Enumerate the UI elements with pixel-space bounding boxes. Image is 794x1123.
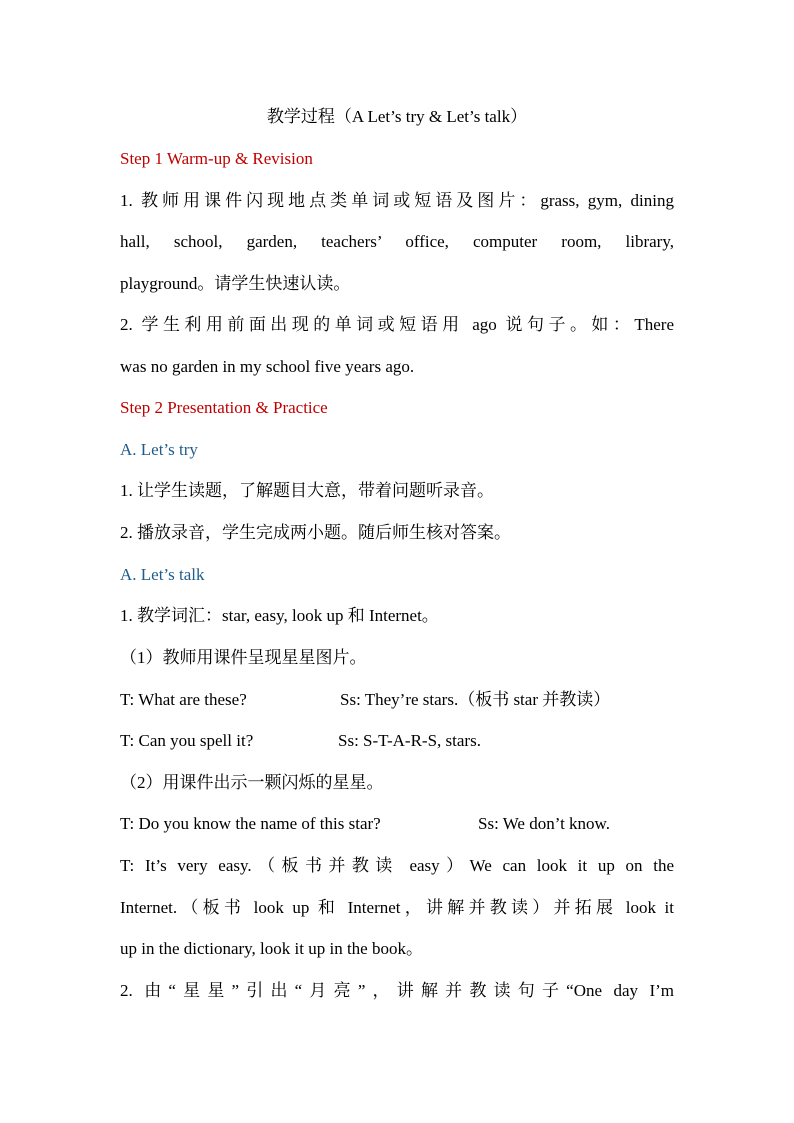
teacher-line: T: Do you know the name of this star? bbox=[120, 814, 381, 833]
page-title: 教学过程（A Let’s try & Let’s talk） bbox=[266, 107, 528, 126]
student-line: Ss: We don’t know. bbox=[478, 814, 610, 833]
dialogue-line bbox=[120, 813, 674, 835]
list-item: 2. 播放录音，学生完成两小题。随后师生核对答案。 bbox=[120, 523, 511, 542]
paragraph-line: T: It’s very easy.（板书并教读 easy）We can look it up on the bbox=[120, 856, 674, 875]
paragraph-line: 2. 学生利用前面出现的单词或短语用 ago 说句子。如：There bbox=[120, 315, 674, 334]
dialogue-line bbox=[120, 689, 674, 711]
paragraph-line: 2. 由“星星”引出“月亮”，讲解并教读句子“One day I’m bbox=[120, 981, 674, 1000]
step2-heading: Step 2 Presentation & Practice bbox=[120, 398, 328, 417]
step1-heading: Step 1 Warm-up & Revision bbox=[120, 149, 313, 168]
teacher-line: T: Can you spell it? bbox=[120, 731, 254, 750]
paragraph-line: up in the dictionary, look it up in the book。 bbox=[120, 939, 423, 958]
list-item: 1. 让学生读题，了解题目大意，带着问题听录音。 bbox=[120, 481, 494, 500]
sub-item: （2）用课件出示一颗闪烁的星星。 bbox=[120, 773, 384, 792]
paragraph-line: Internet.（板书 look up 和 Internet，讲解并教读）并拓展 look it bbox=[120, 898, 674, 917]
lets-talk-heading: A. Let’s talk bbox=[120, 565, 205, 584]
list-item: 1. 教学词汇：star, easy, look up 和 Internet。 bbox=[120, 606, 439, 625]
lets-try-heading: A. Let’s try bbox=[120, 440, 198, 459]
paragraph-line: 1. 教师用课件闪现地点类单词或短语及图片：grass, gym, dining bbox=[120, 191, 674, 210]
student-line: Ss: They’re stars.（板书 star 并教读） bbox=[340, 690, 611, 709]
sub-item: （1）教师用课件呈现星星图片。 bbox=[120, 648, 367, 667]
teacher-line: T: What are these? bbox=[120, 690, 247, 709]
paragraph-line: hall, school, garden, teachers’ office, computer room, library, bbox=[120, 232, 674, 251]
paragraph-line: was no garden in my school five years ago. bbox=[120, 357, 415, 376]
dialogue-line bbox=[120, 730, 674, 752]
paragraph-line: playground。请学生快速认读。 bbox=[120, 274, 351, 293]
student-line: Ss: S-T-A-R-S, stars. bbox=[338, 731, 481, 750]
